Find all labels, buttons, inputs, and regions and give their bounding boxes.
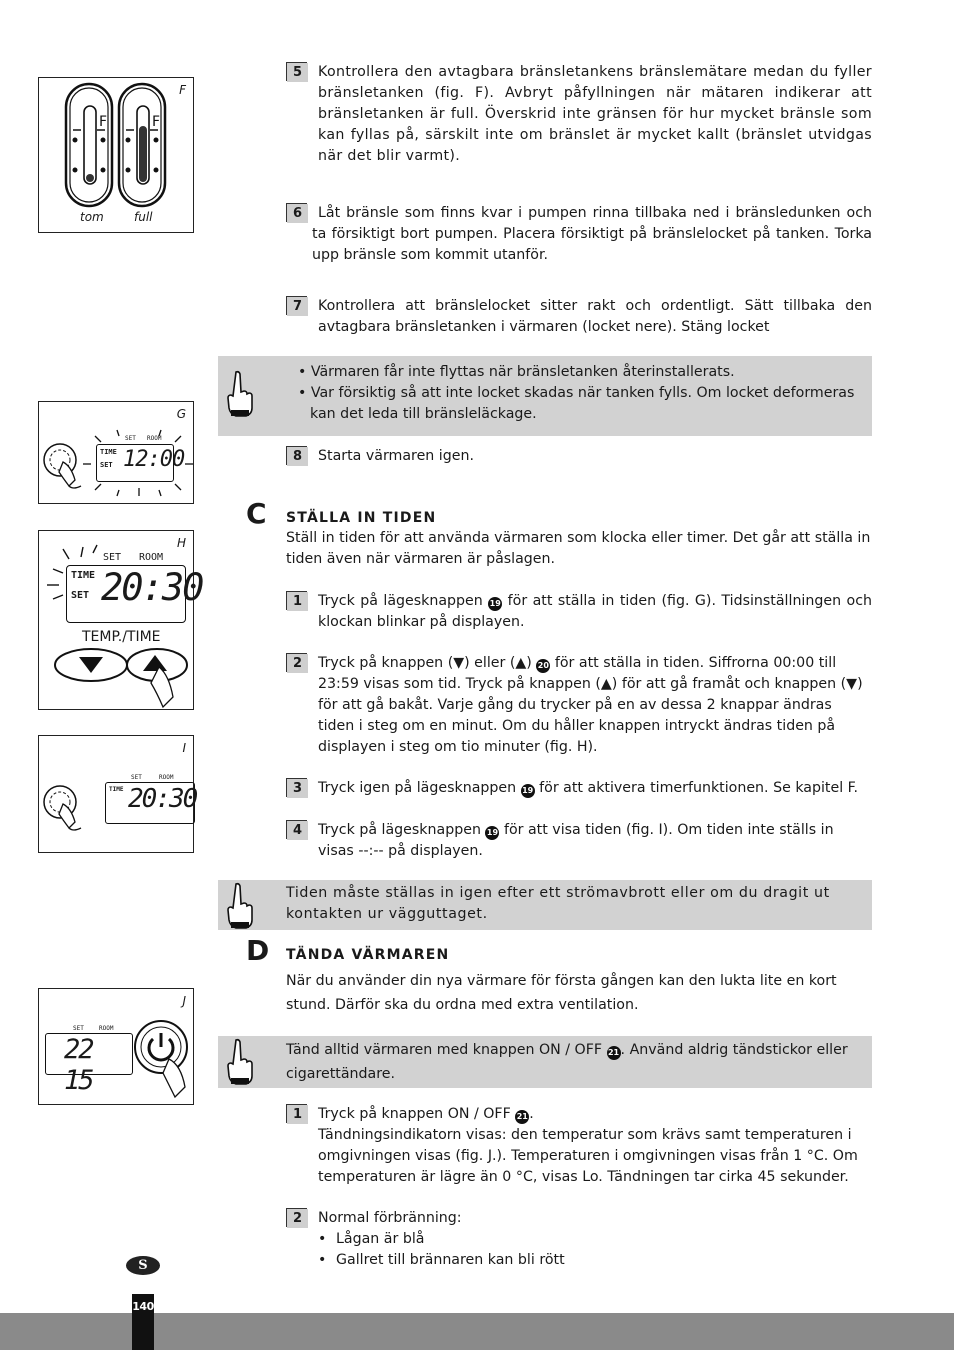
step-number: 3: [286, 778, 307, 797]
step-text: Tryck igen på lägesknappen 19 för att aktivera timerfunktionen. Se kapitel F.: [318, 780, 859, 796]
lcd-digits: 22 15: [64, 1034, 93, 1096]
lcd-display: [96, 444, 185, 482]
section-heading-d: TÄNDA VÄRMAREN: [286, 947, 450, 963]
step-text: Kontrollera att bränslelocket sitter rakt och ordentligt. Sätt tillbaka den avtagbara bränsletanken i värmaren (locket nere). Stäng locket: [318, 298, 872, 335]
power-button-illustration: [125, 989, 195, 1105]
figure-label: H: [176, 536, 186, 550]
section-intro-d: När du använder din nya värmare för första gången kan den lukta lite en kort stund. Därför ska du ordna med extra ventilation.: [286, 973, 837, 1013]
lcd-set-label: SET: [73, 1025, 84, 1032]
figure-g-set-time: [38, 401, 194, 504]
step-text: Tryck på knappen ON / OFF 21. Tändningsindikatorn visas: den temperatur som krävs samt temperaturen i omgivningen visas (fig. J.). Temperaturen i omgivningen visas från 1 °C. Om temperaturen är lägre än 0 °C, visas Lo. Tändningen tar cirka 45 sekunder.: [318, 1106, 858, 1185]
lcd-display: [105, 782, 195, 824]
lcd-digits: 12:00: [123, 447, 185, 472]
step-text: Starta värmaren igen.: [318, 448, 474, 464]
mode-button-ref-icon: 19: [485, 826, 499, 840]
figure-j-ignition: [38, 988, 194, 1105]
lcd-set-label: SET: [103, 552, 122, 563]
list-item: • Lågan är blå: [318, 1229, 872, 1250]
on-off-button-ref-icon: 21: [607, 1046, 621, 1060]
step-text: Tryck på lägesknappen 19 för att visa tiden (fig. I). Om tiden inte ställs in visas --:-- på displayen.: [318, 822, 834, 859]
fuel-gauge-illustration: [39, 78, 193, 232]
lcd-display: [45, 1033, 133, 1096]
lcd-room-label: ROOM: [159, 774, 174, 781]
step-d1: [286, 1104, 872, 1188]
lcd-time-label: TIME: [109, 786, 124, 793]
step-c1: [286, 591, 872, 633]
lcd-set2-label: SET: [100, 461, 113, 469]
figure-label: F: [179, 83, 186, 97]
step-7: [286, 296, 872, 338]
caption-empty: tom: [80, 210, 104, 224]
step-number: 1: [286, 591, 307, 610]
caption-full: full: [134, 210, 153, 224]
step-c4: [286, 820, 872, 862]
step-8: [286, 446, 872, 467]
mode-button-illustration: [39, 736, 99, 852]
pointing-hand-icon: [224, 1038, 254, 1086]
step-text: Tryck på knappen (▼) eller (▲) 20 för att ställa in tiden. Siffrorna 00:00 till 23:59 visas som tid. Tryck på knappen (▲) för att gå framåt och knappen (▼) för att gå bakåt. Varje gång du trycker på en av dessa 2 knappar ändras tiden i steg om en minut. Om du håller knappen intryckt ändras tiden på displayen i steg om tio minuter (fig. H).: [318, 655, 863, 755]
lcd-room-label: ROOM: [139, 552, 164, 563]
figure-f-fuel-gauge: [38, 77, 194, 233]
combustion-list: [318, 1229, 872, 1271]
figure-i-show-time: [38, 735, 197, 853]
language-badge: S: [126, 1256, 160, 1275]
pointing-hand-icon: [224, 370, 254, 418]
section-letter-c: C: [246, 497, 267, 530]
page-number: 140: [132, 1300, 154, 1313]
up-arrow-icon: [143, 655, 167, 671]
warning-note-3: [218, 1036, 872, 1088]
lcd-set-label: SET: [125, 435, 136, 442]
lcd-time-label: TIME: [100, 448, 117, 456]
temp-time-label: TEMP./TIME: [82, 629, 161, 645]
mode-button-ref-icon: 19: [521, 784, 535, 798]
lcd-display: [66, 565, 203, 623]
on-off-button-ref-icon: 21: [515, 1110, 529, 1124]
page-number-tab: [132, 1294, 154, 1350]
down-arrow-icon: [79, 657, 103, 673]
lcd-set-label: SET: [131, 774, 142, 781]
arrow-buttons-illustration: [39, 641, 193, 721]
arrow-button-ref-icon: 20: [536, 659, 550, 673]
step-number: 4: [286, 820, 307, 839]
lcd-time-label: TIME: [71, 570, 96, 581]
figure-h-adjust-time: [38, 530, 203, 710]
step-number: 6: [286, 203, 307, 222]
step-text: Kontrollera den avtagbara bränsletankens bränslemätare medan du fyller bränsletanken (fig. F). Avbryt påfyllningen när mätaren indikerar att bränsletanken är full. Överskrid inte gränsen för hur mycket bränsle som kan fyllas på, särskilt inte om bränslet är mycket kallt (bränslet utvidgas när det blir varmt).: [318, 64, 872, 164]
gauge-full-mark: F: [99, 114, 108, 130]
lcd-digits: 20:30: [128, 784, 197, 814]
step-d2: [286, 1208, 872, 1271]
lcd-room-label: ROOM: [147, 435, 162, 442]
section-intro-c: Ställ in tiden för att använda värmaren som klocka eller timer. Det går att ställa in tiden även när värmaren är påslagen.: [286, 530, 871, 567]
step-text: Normal förbränning: • Lågan är blå • Gallret till brännaren kan bli rött: [318, 1208, 872, 1271]
step-number: 2: [286, 653, 307, 672]
section-letter-d: D: [246, 934, 270, 967]
step-5: [286, 62, 872, 167]
lcd-room-label: ROOM: [99, 1025, 114, 1032]
section-heading-c: STÄLLA IN TIDEN: [286, 510, 437, 526]
step-number: 8: [286, 446, 307, 465]
note-text: Tiden måste ställas in igen efter ett strömavbrott eller om du dragit ut kontakten ur vägguttaget.: [286, 885, 830, 922]
warning-note-2: [218, 880, 872, 930]
gauge-full-mark: F: [152, 114, 161, 130]
step-6: [286, 203, 872, 266]
step-c2: [286, 653, 872, 758]
figure-label: G: [176, 407, 186, 421]
note-text: • Värmaren får inte flyttas när bränsletanken återinstallerats. • Var försiktig så att inte locket skadas när tanken fylls. Om locket deformeras kan det leda till bränsleläckage.: [298, 364, 855, 422]
list-item: • Gallret till brännaren kan bli rött: [318, 1250, 872, 1271]
step-number: 2: [286, 1208, 307, 1227]
figure-label: J: [182, 994, 186, 1008]
lcd-digits: 20:30: [101, 566, 203, 609]
step-number: 1: [286, 1104, 307, 1123]
step-text: Tryck på lägesknappen 19 för att ställa in tiden (fig. G). Tidsinställningen och klockan blinkar på displayen.: [318, 593, 872, 630]
note-text: Tänd alltid värmaren med knappen ON / OFF 21. Använd aldrig tändstickor eller cigarettändare.: [286, 1042, 848, 1082]
warning-note-1: [218, 356, 872, 436]
step-number: 5: [286, 62, 307, 81]
step-number: 7: [286, 296, 307, 315]
figure-label: I: [182, 741, 186, 755]
mode-button-ref-icon: 19: [488, 597, 502, 611]
step-text: Låt bränsle som finns kvar i pumpen rinna tillbaka ned i bränsledunken och ta försiktigt bort pumpen. Placera försiktigt på bränslelocket på tanken. Torka upp bränsle som kommit utanför.: [312, 205, 872, 263]
step-c3: [286, 778, 872, 799]
pointing-hand-icon: [224, 882, 254, 930]
lcd-set2-label: SET: [71, 590, 90, 601]
